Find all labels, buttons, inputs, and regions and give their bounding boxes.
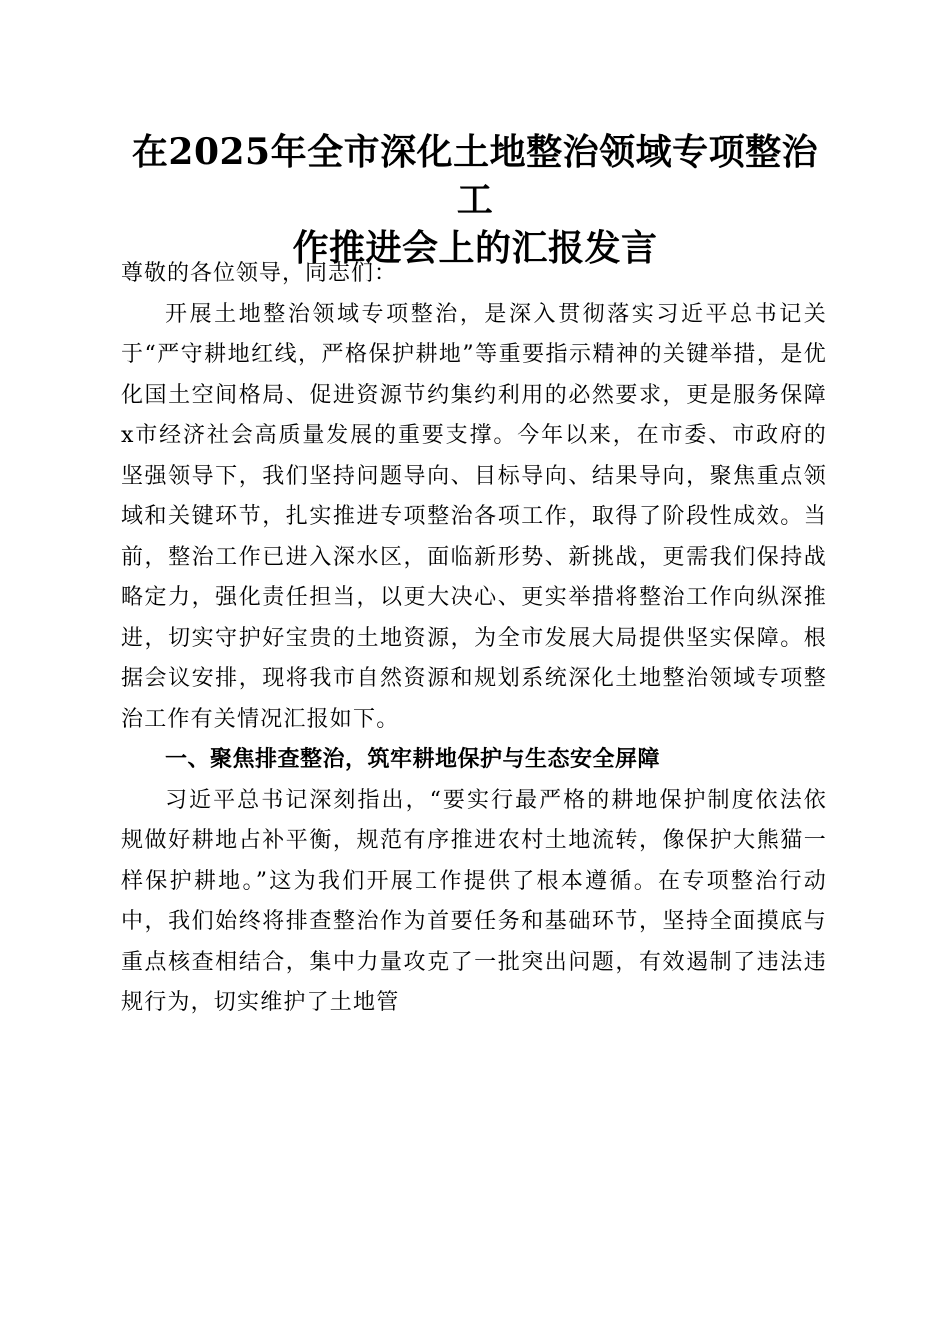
title-line-2: 作推进会上的汇报发言: [292, 227, 658, 269]
salutation: 尊敬的各位领导，同志们：: [121, 261, 398, 286]
document-body: [121, 254, 827, 1024]
paragraph-intro: 开展土地整治领域专项整治，是深入贯彻落实习近平总书记关于“严守耕地红线，严格保护耕地”等重要指示精神的关键举措，是优化国土空间格局、促进资源节约集约利用的必然要求，更是服务保障x市经济社会高质量发展的重要支撑。今年以来，在市委、市政府的坚强领导下，我们坚持问题导向、目标导向、结果导向，聚焦重点领域和关键环节，扎实推进专项整治各项工作，取得了阶段性成效。当前，整治工作已进入深水区，面临新形势、新挑战，更需我们保持战略定力，强化责任担当，以更大决心、更实举措将整治工作向纵深推进，切实守护好宝贵的土地资源，为全市发展大局提供坚实保障。根据会议安排，现将我市自然资源和规划系统深化土地整治领域专项整治工作有关情况汇报如下。: [121, 301, 827, 732]
document-title: [120, 128, 830, 272]
paragraph-section-1: 习近平总书记深刻指出，“要实行最严格的耕地保护制度依法依规做好耕地占补平衡，规范有序推进农村土地流转，像保护大熊猫一样保护耕地。”这为我们开展工作提供了根本遵循。在专项整治行动中，我们始终将排查整治作为首要任务和基础环节，坚持全面摸底与重点核查相结合，集中力量攻克了一批突出问题，有效遏制了违法违规行为，切实维护了土地管: [121, 787, 827, 1015]
title-line-1: 在2025年全市深化土地整治领域专项整治工: [131, 131, 819, 221]
section-heading-1: 一、聚焦排查整治，筑牢耕地保护与生态安全屏障: [165, 747, 661, 772]
